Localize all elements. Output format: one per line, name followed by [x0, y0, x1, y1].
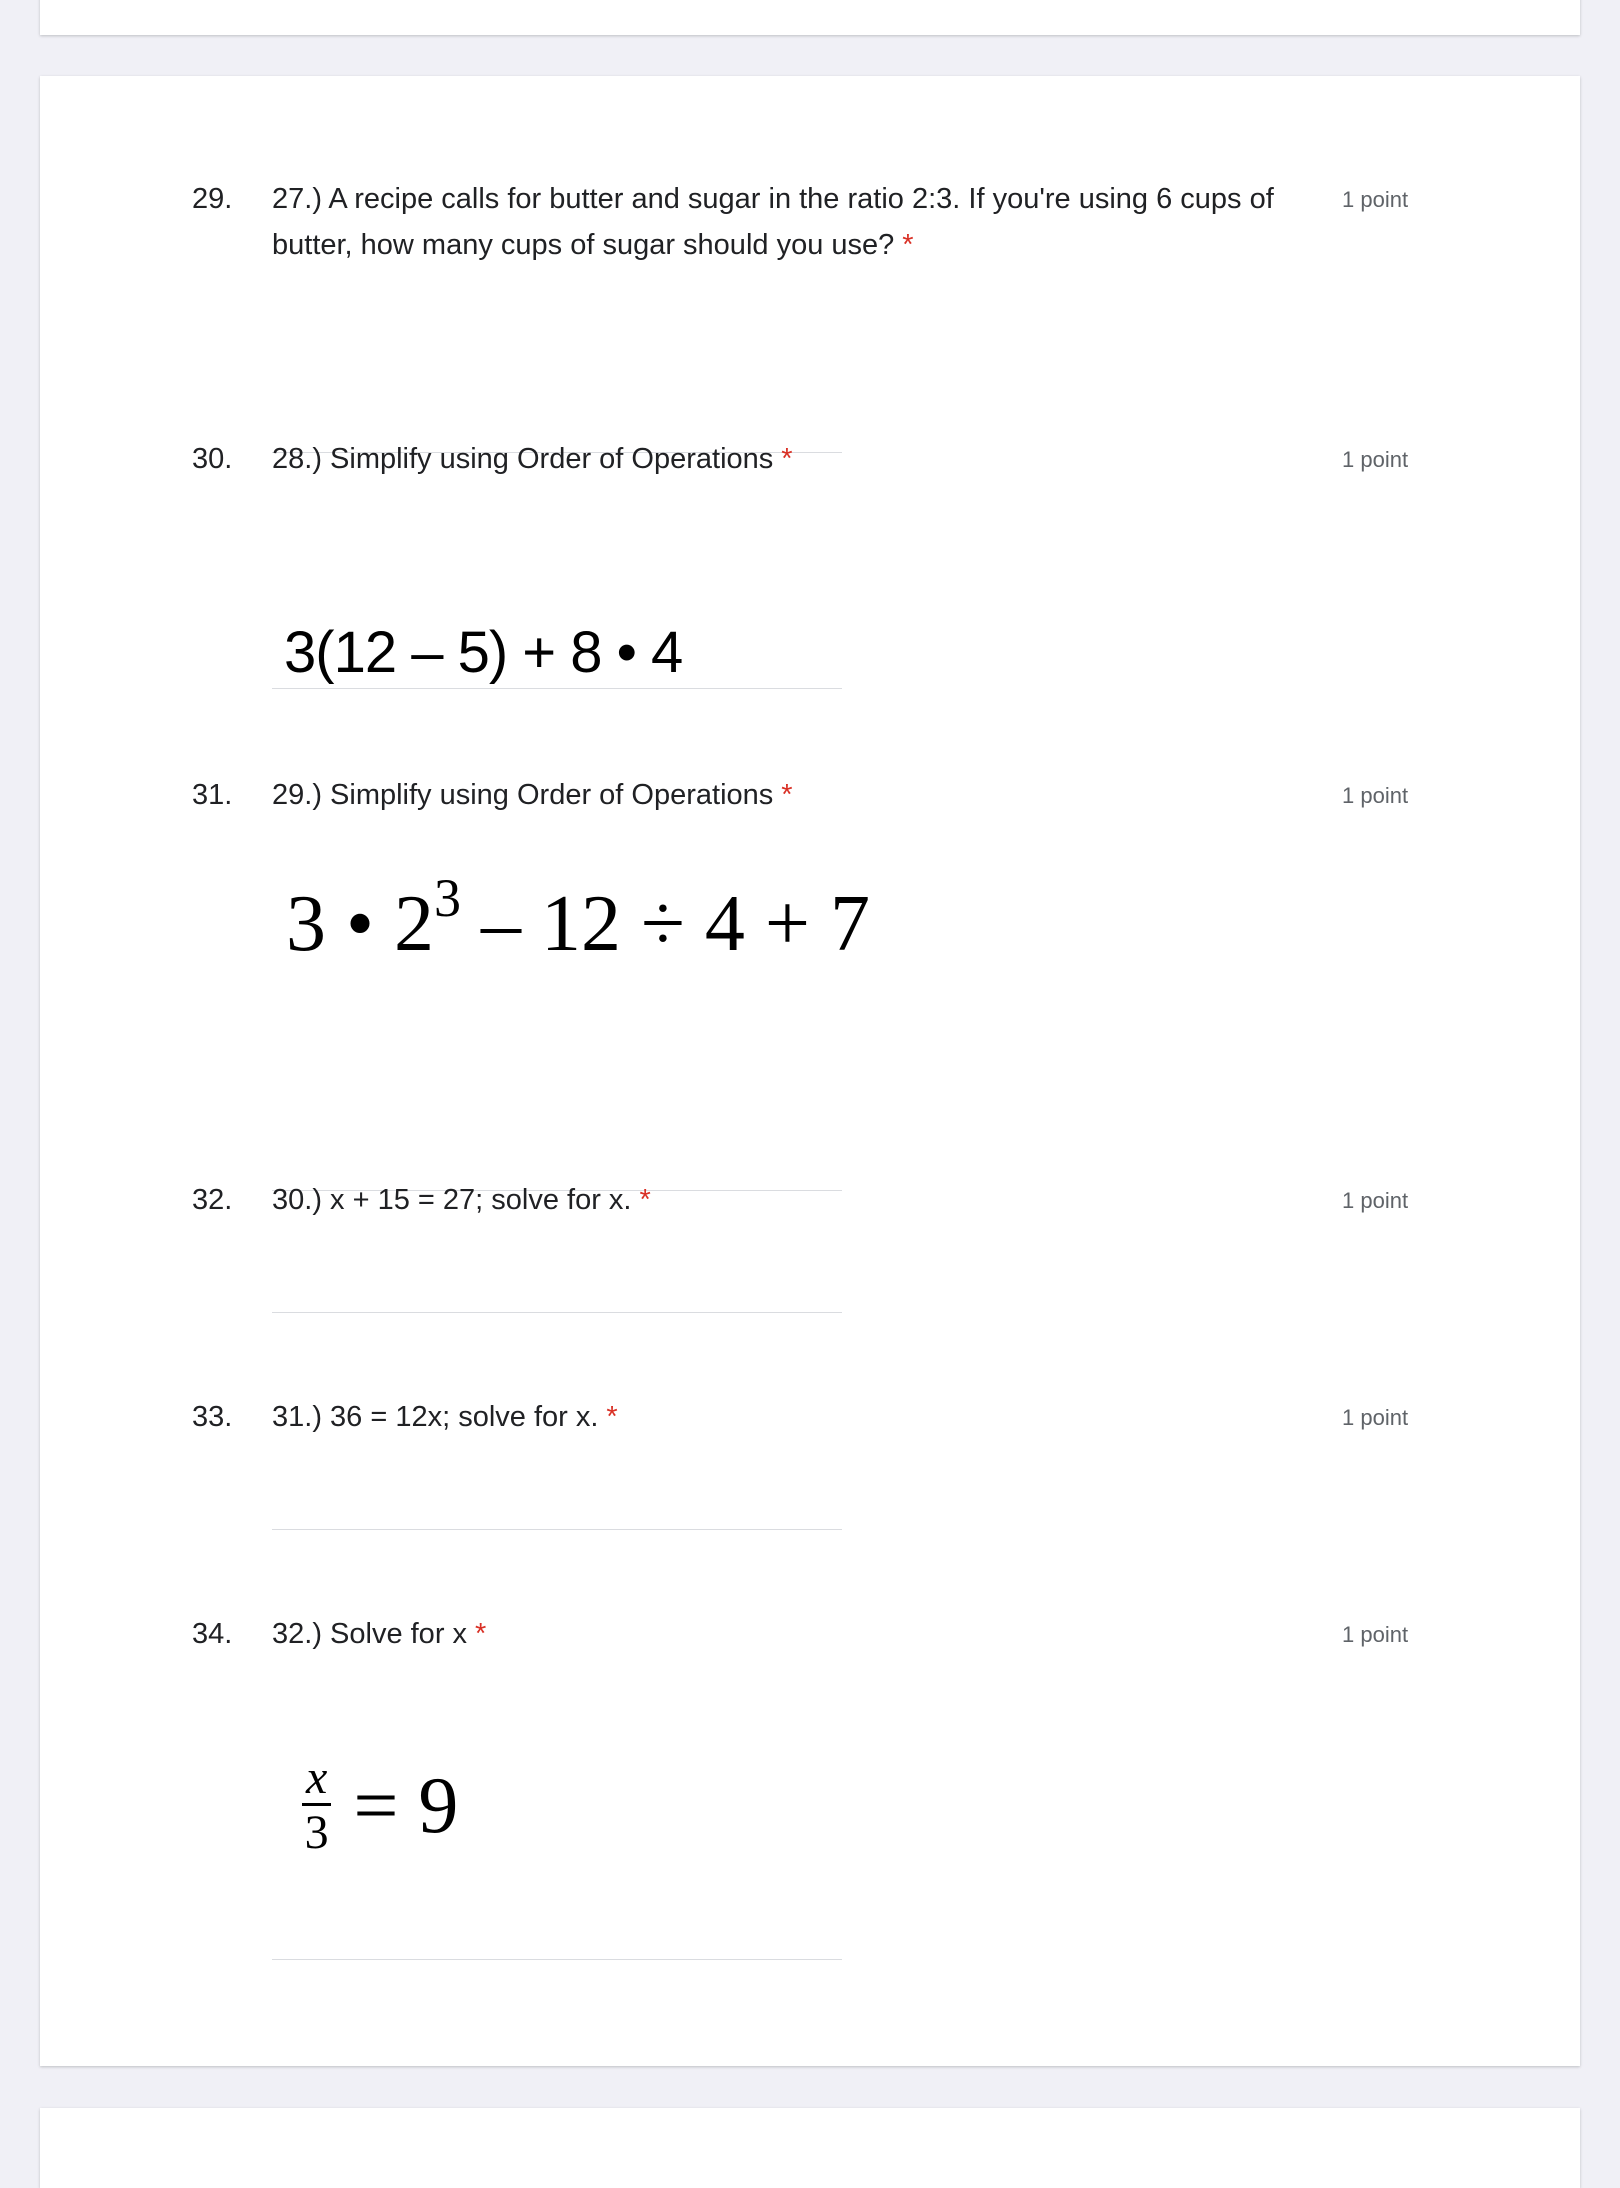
previous-section-card: [40, 0, 1580, 35]
question-number: 29.: [192, 183, 233, 215]
question-number: 31.: [192, 779, 233, 811]
answer-input[interactable]: [272, 1529, 842, 1530]
question-points: 1 point: [1342, 1188, 1409, 1213]
question-text: 32.) Solve for x: [272, 1618, 468, 1650]
question-points: 1 point: [1342, 1622, 1409, 1647]
question-title: [272, 1177, 1337, 1223]
question-title: [272, 176, 1337, 268]
question-number: 34.: [192, 1618, 233, 1650]
question-text: 31.) 36 = 12x; solve for x.: [272, 1401, 599, 1433]
question-text: 28.) Simplify using Order of Operations: [272, 443, 774, 475]
answer-input[interactable]: [272, 1959, 842, 1960]
required-asterisk: *: [606, 1401, 618, 1433]
form-section-card: [40, 76, 1580, 2066]
question-number: 32.: [192, 1184, 233, 1216]
question-title: [272, 1611, 1337, 1657]
expression-exponent: 3: [434, 868, 462, 929]
fraction-denominator: 3: [304, 1806, 329, 1859]
required-asterisk: *: [475, 1618, 487, 1650]
question-title: [272, 1394, 1337, 1440]
expression-rest: = 9: [353, 1761, 459, 1850]
answer-input[interactable]: [272, 1312, 842, 1313]
question-points: 1 point: [1342, 447, 1409, 472]
required-asterisk: *: [781, 443, 793, 475]
expression-image: [286, 868, 871, 972]
question-text: 29.) Simplify using Order of Operations: [272, 779, 774, 811]
question-title: [272, 436, 1337, 482]
fraction: [302, 1751, 331, 1859]
question-points: 1 point: [1342, 783, 1409, 808]
next-section-card: [40, 2108, 1580, 2188]
question-number: 33.: [192, 1401, 233, 1433]
fraction-numerator: x: [302, 1755, 331, 1806]
question-text: 27.) A recipe calls for butter and sugar in the ratio 2:3. If you're using 6 cups of butter, how many cups of sugar should you use?: [272, 183, 1274, 261]
required-asterisk: *: [639, 1184, 651, 1216]
required-asterisk: *: [902, 229, 914, 261]
question-text: 30.) x + 15 = 27; solve for x.: [272, 1184, 632, 1216]
question-points: 1 point: [1342, 187, 1409, 212]
question-points: 1 point: [1342, 1405, 1409, 1430]
answer-input[interactable]: [272, 688, 842, 689]
question-title: [272, 772, 1337, 818]
expression-image: [302, 1751, 459, 1859]
required-asterisk: *: [781, 779, 793, 811]
expression-image: 3(12 – 5) + 8 • 4: [284, 620, 683, 685]
question-number: 30.: [192, 443, 233, 475]
expression-rest: – 12 ÷ 4 + 7: [461, 880, 871, 968]
expression-base: 3 • 2: [286, 880, 435, 968]
